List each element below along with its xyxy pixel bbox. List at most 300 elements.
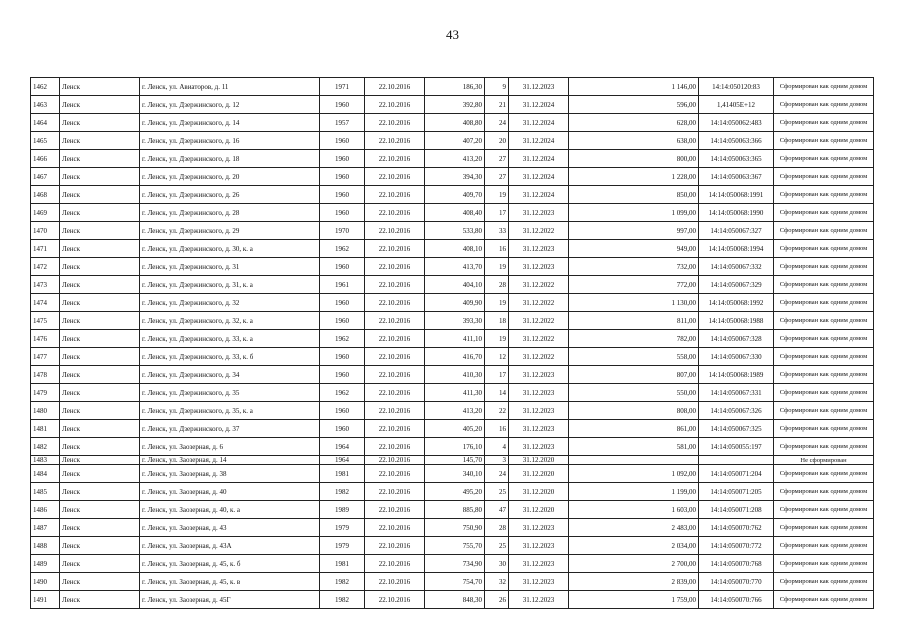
build-year-cell: 1979 [320,537,365,555]
row-number-cell: 1474 [31,294,60,312]
address-cell: г. Ленск, ул. Авиаторов, д. 11 [140,78,320,96]
cadastral-number-cell: 14:14:050068:1991 [699,186,774,204]
city-cell: Ленск [60,555,140,573]
registration-date-cell: 22.10.2016 [365,150,425,168]
residents-cell: 16 [485,420,509,438]
address-cell: г. Ленск, ул. Дзержинского, д. 35 [140,384,320,402]
residents-cell: 19 [485,186,509,204]
land-plot-status-cell: Сформирован как одним домом [774,240,874,258]
planned-date-cell: 31.12.2022 [509,348,569,366]
planned-date-cell: 31.12.2020 [509,501,569,519]
cost-cell: 772,00 [569,276,699,294]
city-cell: Ленск [60,537,140,555]
registration-date-cell: 22.10.2016 [365,402,425,420]
cadastral-number-cell: 14:14:050070:772 [699,537,774,555]
cadastral-number-cell: 14:14:050067:325 [699,420,774,438]
table-row [31,573,874,591]
address-cell: г. Ленск, ул. Дзержинского, д. 20 [140,168,320,186]
land-plot-status-cell: Сформирован как одним домом [774,384,874,402]
city-cell: Ленск [60,438,140,456]
build-year-cell: 1962 [320,240,365,258]
land-plot-status-cell: Сформирован как одним домом [774,591,874,609]
registration-date-cell: 22.10.2016 [365,465,425,483]
build-year-cell: 1989 [320,501,365,519]
area-cell: 186,30 [425,78,485,96]
cost-cell: 1 092,00 [569,465,699,483]
cadastral-number-cell: 14:14:050063:366 [699,132,774,150]
cadastral-number-cell: 14:14:050063:367 [699,168,774,186]
area-cell: 413,20 [425,402,485,420]
planned-date-cell: 31.12.2024 [509,114,569,132]
table-row [31,330,874,348]
table-row [31,150,874,168]
row-number-cell: 1466 [31,150,60,168]
residents-cell: 28 [485,276,509,294]
land-plot-status-cell: Сформирован как одним домом [774,348,874,366]
build-year-cell: 1982 [320,591,365,609]
city-cell: Ленск [60,222,140,240]
cadastral-number-cell: 14:14:050067:332 [699,258,774,276]
city-cell: Ленск [60,384,140,402]
registration-date-cell: 22.10.2016 [365,132,425,150]
cadastral-number-cell: 14:14:050062:483 [699,114,774,132]
residents-cell: 12 [485,348,509,366]
row-number-cell: 1482 [31,438,60,456]
planned-date-cell: 31.12.2022 [509,330,569,348]
row-number-cell: 1472 [31,258,60,276]
build-year-cell: 1960 [320,294,365,312]
planned-date-cell: 31.12.2024 [509,132,569,150]
city-cell: Ленск [60,78,140,96]
registration-date-cell: 22.10.2016 [365,204,425,222]
city-cell: Ленск [60,132,140,150]
cost-cell: 2 700,00 [569,555,699,573]
planned-date-cell: 31.12.2023 [509,384,569,402]
area-cell: 411,30 [425,384,485,402]
residents-cell: 27 [485,150,509,168]
residents-cell: 9 [485,78,509,96]
row-number-cell: 1473 [31,276,60,294]
cadastral-number-cell: 14:14:050067:331 [699,384,774,402]
address-cell: г. Ленск, ул. Дзержинского, д. 31, к. а [140,276,320,294]
build-year-cell: 1964 [320,438,365,456]
build-year-cell: 1960 [320,168,365,186]
cost-cell: 949,00 [569,240,699,258]
row-number-cell: 1479 [31,384,60,402]
row-number-cell: 1480 [31,402,60,420]
registration-date-cell: 22.10.2016 [365,537,425,555]
cadastral-number-cell: 14:14:050068:1989 [699,366,774,384]
address-cell: г. Ленск, ул. Заозерная, д. 6 [140,438,320,456]
table-row [31,222,874,240]
area-cell: 885,80 [425,501,485,519]
residents-cell: 22 [485,402,509,420]
residents-cell: 28 [485,519,509,537]
build-year-cell: 1981 [320,555,365,573]
registration-date-cell: 22.10.2016 [365,294,425,312]
planned-date-cell: 31.12.2023 [509,438,569,456]
area-cell: 416,70 [425,348,485,366]
cadastral-number-cell: 14:14:050067:329 [699,276,774,294]
address-cell: г. Ленск, ул. Заозерная, д. 45, к. б [140,555,320,573]
cost-cell: 638,00 [569,132,699,150]
table-row [31,402,874,420]
cost-cell: 596,00 [569,96,699,114]
planned-date-cell: 31.12.2022 [509,294,569,312]
address-cell: г. Ленск, ул. Дзержинского, д. 32, к. а [140,312,320,330]
cadastral-number-cell: 14:14:050070:768 [699,555,774,573]
build-year-cell: 1962 [320,384,365,402]
area-cell: 405,20 [425,420,485,438]
planned-date-cell: 31.12.2023 [509,519,569,537]
city-cell: Ленск [60,276,140,294]
city-cell: Ленск [60,150,140,168]
address-cell: г. Ленск, ул. Дзержинского, д. 33, к. а [140,330,320,348]
table-row [31,78,874,96]
land-plot-status-cell: Сформирован как одним домом [774,519,874,537]
land-plot-status-cell: Не сформирован [774,456,874,465]
cadastral-number-cell [699,456,774,465]
table-row [31,132,874,150]
build-year-cell: 1982 [320,573,365,591]
area-cell: 410,30 [425,366,485,384]
residents-cell: 20 [485,132,509,150]
row-number-cell: 1467 [31,168,60,186]
city-cell: Ленск [60,348,140,366]
area-cell: 413,70 [425,258,485,276]
table-row [31,114,874,132]
build-year-cell: 1960 [320,204,365,222]
city-cell: Ленск [60,519,140,537]
land-plot-status-cell: Сформирован как одним домом [774,114,874,132]
planned-date-cell: 31.12.2024 [509,168,569,186]
area-cell: 734,90 [425,555,485,573]
residents-cell: 32 [485,573,509,591]
residents-cell: 19 [485,294,509,312]
cost-cell: 2 034,00 [569,537,699,555]
table-row [31,312,874,330]
table-row [31,294,874,312]
city-cell: Ленск [60,312,140,330]
city-cell: Ленск [60,456,140,465]
cost-cell: 1 099,00 [569,204,699,222]
cadastral-number-cell: 14:14:050071:208 [699,501,774,519]
registration-date-cell: 22.10.2016 [365,222,425,240]
land-plot-status-cell: Сформирован как одним домом [774,312,874,330]
residents-cell: 21 [485,96,509,114]
table-row [31,168,874,186]
residents-cell: 18 [485,312,509,330]
registration-date-cell: 22.10.2016 [365,240,425,258]
area-cell: 394,30 [425,168,485,186]
build-year-cell: 1957 [320,114,365,132]
residents-cell: 30 [485,555,509,573]
area-cell: 409,90 [425,294,485,312]
cadastral-number-cell: 14:14:050070:766 [699,591,774,609]
address-cell: г. Ленск, ул. Дзержинского, д. 28 [140,204,320,222]
cadastral-number-cell: 14:14:050068:1992 [699,294,774,312]
build-year-cell: 1960 [320,420,365,438]
cadastral-number-cell: 1,41405E+12 [699,96,774,114]
residents-cell: 19 [485,330,509,348]
area-cell: 533,80 [425,222,485,240]
build-year-cell: 1979 [320,519,365,537]
registry-body [31,78,874,609]
cadastral-number-cell: 14:14:050071:204 [699,465,774,483]
city-cell: Ленск [60,114,140,132]
cost-cell: 861,00 [569,420,699,438]
cost-cell: 850,00 [569,186,699,204]
row-number-cell: 1483 [31,456,60,465]
area-cell: 340,10 [425,465,485,483]
residents-cell: 26 [485,591,509,609]
area-cell: 411,10 [425,330,485,348]
residents-cell: 33 [485,222,509,240]
area-cell: 408,10 [425,240,485,258]
build-year-cell: 1962 [320,330,365,348]
table-row [31,555,874,573]
row-number-cell: 1475 [31,312,60,330]
cadastral-number-cell: 14:14:050068:1994 [699,240,774,258]
city-cell: Ленск [60,294,140,312]
residents-cell: 25 [485,537,509,555]
planned-date-cell: 31.12.2023 [509,402,569,420]
address-cell: г. Ленск, ул. Дзержинского, д. 34 [140,366,320,384]
land-plot-status-cell: Сформирован как одним домом [774,78,874,96]
residents-cell: 24 [485,465,509,483]
table-row [31,438,874,456]
row-number-cell: 1464 [31,114,60,132]
area-cell: 409,70 [425,186,485,204]
cost-cell: 997,00 [569,222,699,240]
planned-date-cell: 31.12.2023 [509,204,569,222]
land-plot-status-cell: Сформирован как одним домом [774,483,874,501]
table-row [31,420,874,438]
cost-cell: 550,00 [569,384,699,402]
cost-cell: 1 199,00 [569,483,699,501]
cadastral-number-cell: 14:14:050070:762 [699,519,774,537]
area-cell: 754,70 [425,573,485,591]
city-cell: Ленск [60,573,140,591]
planned-date-cell: 31.12.2022 [509,312,569,330]
registration-date-cell: 22.10.2016 [365,186,425,204]
residents-cell: 19 [485,258,509,276]
cost-cell: 558,00 [569,348,699,366]
planned-date-cell: 31.12.2022 [509,222,569,240]
planned-date-cell: 31.12.2022 [509,276,569,294]
cost-cell: 1 603,00 [569,501,699,519]
registration-date-cell: 22.10.2016 [365,519,425,537]
planned-date-cell: 31.12.2020 [509,456,569,465]
address-cell: г. Ленск, ул. Заозерная, д. 45Г [140,591,320,609]
land-plot-status-cell: Сформирован как одним домом [774,438,874,456]
city-cell: Ленск [60,258,140,276]
land-plot-status-cell: Сформирован как одним домом [774,555,874,573]
residents-cell: 47 [485,501,509,519]
table-row [31,348,874,366]
city-cell: Ленск [60,483,140,501]
address-cell: г. Ленск, ул. Дзержинского, д. 30, к. а [140,240,320,258]
cost-cell: 1 130,00 [569,294,699,312]
registration-date-cell: 22.10.2016 [365,78,425,96]
area-cell: 408,80 [425,114,485,132]
address-cell: г. Ленск, ул. Дзержинского, д. 26 [140,186,320,204]
row-number-cell: 1463 [31,96,60,114]
planned-date-cell: 31.12.2023 [509,78,569,96]
row-number-cell: 1468 [31,186,60,204]
registration-date-cell: 22.10.2016 [365,114,425,132]
cadastral-number-cell: 14:14:050071:205 [699,483,774,501]
row-number-cell: 1477 [31,348,60,366]
land-plot-status-cell: Сформирован как одним домом [774,294,874,312]
table-row [31,366,874,384]
area-cell: 176,10 [425,438,485,456]
address-cell: г. Ленск, ул. Дзержинского, д. 12 [140,96,320,114]
planned-date-cell: 31.12.2024 [509,186,569,204]
land-plot-status-cell: Сформирован как одним домом [774,258,874,276]
table-row [31,483,874,501]
land-plot-status-cell: Сформирован как одним домом [774,537,874,555]
city-cell: Ленск [60,186,140,204]
city-cell: Ленск [60,168,140,186]
cost-cell: 1 228,00 [569,168,699,186]
area-cell: 750,90 [425,519,485,537]
registration-date-cell: 22.10.2016 [365,573,425,591]
registration-date-cell: 22.10.2016 [365,438,425,456]
address-cell: г. Ленск, ул. Дзержинского, д. 35, к. а [140,402,320,420]
build-year-cell: 1961 [320,276,365,294]
row-number-cell: 1471 [31,240,60,258]
row-number-cell: 1485 [31,483,60,501]
cadastral-number-cell: 14:14:050068:1990 [699,204,774,222]
land-plot-status-cell: Сформирован как одним домом [774,96,874,114]
build-year-cell: 1960 [320,186,365,204]
land-plot-status-cell: Сформирован как одним домом [774,132,874,150]
registration-date-cell: 22.10.2016 [365,96,425,114]
residents-cell: 17 [485,204,509,222]
table-row [31,384,874,402]
planned-date-cell: 31.12.2023 [509,258,569,276]
row-number-cell: 1484 [31,465,60,483]
address-cell: г. Ленск, ул. Дзержинского, д. 32 [140,294,320,312]
cost-cell: 2 483,00 [569,519,699,537]
address-cell: г. Ленск, ул. Заозерная, д. 45, к. в [140,573,320,591]
area-cell: 495,20 [425,483,485,501]
build-year-cell: 1982 [320,483,365,501]
row-number-cell: 1462 [31,78,60,96]
land-plot-status-cell: Сформирован как одним домом [774,366,874,384]
build-year-cell: 1960 [320,366,365,384]
address-cell: г. Ленск, ул. Заозерная, д. 40, к. а [140,501,320,519]
build-year-cell: 1960 [320,150,365,168]
address-cell: г. Ленск, ул. Дзержинского, д. 14 [140,114,320,132]
build-year-cell: 1960 [320,258,365,276]
row-number-cell: 1491 [31,591,60,609]
build-year-cell: 1960 [320,96,365,114]
registration-date-cell: 22.10.2016 [365,348,425,366]
table-row [31,465,874,483]
page-number: 43 [446,27,459,42]
address-cell: г. Ленск, ул. Заозерная, д. 43 [140,519,320,537]
row-number-cell: 1489 [31,555,60,573]
row-number-cell: 1490 [31,573,60,591]
cost-cell: 2 839,00 [569,573,699,591]
city-cell: Ленск [60,465,140,483]
build-year-cell: 1970 [320,222,365,240]
cadastral-number-cell: 14:14:050068:1988 [699,312,774,330]
residents-cell: 27 [485,168,509,186]
area-cell: 393,30 [425,312,485,330]
residents-cell: 14 [485,384,509,402]
land-plot-status-cell: Сформирован как одним домом [774,168,874,186]
build-year-cell: 1960 [320,312,365,330]
registration-date-cell: 22.10.2016 [365,384,425,402]
housing-registry-table [30,77,874,609]
registration-date-cell: 22.10.2016 [365,312,425,330]
row-number-cell: 1487 [31,519,60,537]
land-plot-status-cell: Сформирован как одним домом [774,186,874,204]
residents-cell: 16 [485,240,509,258]
cost-cell: 1 146,00 [569,78,699,96]
planned-date-cell: 31.12.2023 [509,573,569,591]
cadastral-number-cell: 14:14:050063:365 [699,150,774,168]
build-year-cell: 1960 [320,348,365,366]
residents-cell: 4 [485,438,509,456]
address-cell: г. Ленск, ул. Дзержинского, д. 33, к. б [140,348,320,366]
city-cell: Ленск [60,204,140,222]
address-cell: г. Ленск, ул. Дзержинского, д. 31 [140,258,320,276]
registration-date-cell: 22.10.2016 [365,258,425,276]
row-number-cell: 1476 [31,330,60,348]
residents-cell: 24 [485,114,509,132]
land-plot-status-cell: Сформирован как одним домом [774,222,874,240]
planned-date-cell: 31.12.2024 [509,96,569,114]
build-year-cell: 1964 [320,456,365,465]
row-number-cell: 1465 [31,132,60,150]
land-plot-status-cell: Сформирован как одним домом [774,465,874,483]
row-number-cell: 1486 [31,501,60,519]
registration-date-cell: 22.10.2016 [365,276,425,294]
registration-date-cell: 22.10.2016 [365,366,425,384]
area-cell: 407,20 [425,132,485,150]
cost-cell: 628,00 [569,114,699,132]
planned-date-cell: 31.12.2020 [509,483,569,501]
row-number-cell: 1469 [31,204,60,222]
cadastral-number-cell: 14:14:050070:770 [699,573,774,591]
area-cell: 413,20 [425,150,485,168]
row-number-cell: 1488 [31,537,60,555]
registration-date-cell: 22.10.2016 [365,330,425,348]
city-cell: Ленск [60,591,140,609]
table-row [31,537,874,555]
table-row [31,258,874,276]
planned-date-cell: 31.12.2023 [509,537,569,555]
city-cell: Ленск [60,330,140,348]
row-number-cell: 1470 [31,222,60,240]
registration-date-cell: 22.10.2016 [365,501,425,519]
table-row [31,186,874,204]
cost-cell: 581,00 [569,438,699,456]
cost-cell: 811,00 [569,312,699,330]
land-plot-status-cell: Сформирован как одним домом [774,204,874,222]
cost-cell: 800,00 [569,150,699,168]
planned-date-cell: 31.12.2024 [509,150,569,168]
cost-cell: 808,00 [569,402,699,420]
registration-date-cell: 22.10.2016 [365,168,425,186]
address-cell: г. Ленск, ул. Заозерная, д. 38 [140,465,320,483]
planned-date-cell: 31.12.2023 [509,240,569,258]
table-row [31,591,874,609]
